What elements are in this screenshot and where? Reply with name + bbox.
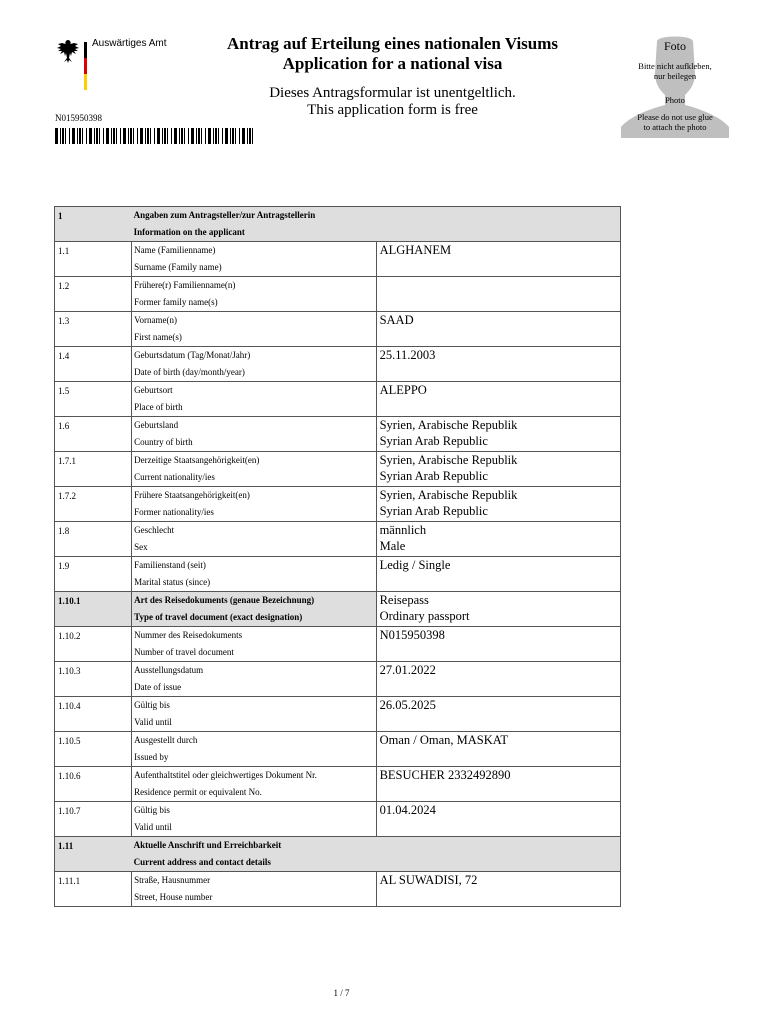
field-label-en: Issued by xyxy=(134,752,169,762)
field-number: 1.10.2 xyxy=(55,627,132,662)
field-value xyxy=(376,872,620,907)
form-row xyxy=(55,452,621,487)
barcode-bar xyxy=(111,128,112,144)
section-label-de: Angaben zum Antragsteller/zur Antragstellerin xyxy=(133,210,316,220)
barcode-bar xyxy=(72,128,75,144)
federal-eagle-icon xyxy=(56,38,80,64)
field-value-line-1: N015950398 xyxy=(379,628,445,642)
barcode-bar xyxy=(113,128,115,144)
form-row xyxy=(55,872,621,907)
field-label xyxy=(132,452,376,487)
barcode-bar xyxy=(55,128,58,144)
barcode-bar xyxy=(208,128,211,144)
barcode-bar xyxy=(191,128,194,144)
photo-instruction-de-2: nur beilegen xyxy=(653,71,697,81)
barcode-bar xyxy=(62,128,64,144)
form-row xyxy=(55,277,621,312)
barcode-bar xyxy=(89,128,92,144)
field-label xyxy=(132,802,376,837)
field-value xyxy=(376,557,620,592)
field-label-en: Date of birth (day/month/year) xyxy=(134,367,245,377)
field-number: 1.9 xyxy=(55,557,132,592)
field-label-en: Number of travel document xyxy=(134,647,234,657)
field-value xyxy=(376,802,620,837)
field-value xyxy=(376,277,620,312)
field-value-line-1: Syrien, Arabische Republik xyxy=(379,488,518,502)
photo-instruction-de-1: Bitte nicht aufkleben, xyxy=(638,61,712,71)
barcode-bar xyxy=(218,128,219,144)
field-label-en: Type of travel document (exact designation) xyxy=(134,612,303,622)
field-label-en: Former nationality/ies xyxy=(134,507,214,517)
field-label-de: Aufenthaltstitel oder gleichwertiges Dokument Nr. xyxy=(134,770,317,780)
field-value-line-2 xyxy=(377,713,620,714)
field-label xyxy=(132,382,376,417)
barcode xyxy=(55,128,256,144)
field-value-line-2 xyxy=(377,783,620,784)
barcode-bar xyxy=(128,128,129,144)
barcode-bar xyxy=(79,128,81,144)
field-label xyxy=(132,487,376,522)
field-number: 1.7.2 xyxy=(55,487,132,522)
barcode-bar xyxy=(235,128,236,144)
form-row xyxy=(55,662,621,697)
barcode-bar xyxy=(174,128,177,144)
field-label xyxy=(132,277,376,312)
field-label xyxy=(132,732,376,767)
barcode-bar xyxy=(249,128,251,144)
field-label-en: First name(s) xyxy=(134,332,182,342)
page-number: 1 / 7 xyxy=(333,988,350,998)
field-number: 1.8 xyxy=(55,522,132,557)
barcode-bar xyxy=(247,128,248,144)
barcode-bar xyxy=(116,128,117,144)
barcode-bar xyxy=(147,128,149,144)
field-label xyxy=(132,522,376,557)
barcode-bar xyxy=(150,128,151,144)
field-value xyxy=(376,522,620,557)
field-number: 1.11.1 xyxy=(55,872,132,907)
barcode-bar xyxy=(222,128,223,144)
field-value-line-1: 26.05.2025 xyxy=(379,698,436,712)
german-flag-stripe xyxy=(84,42,87,90)
field-value-line-2 xyxy=(377,278,620,279)
field-number: 1.4 xyxy=(55,347,132,382)
barcode-bar xyxy=(215,128,217,144)
photo-label-en: Photo xyxy=(665,95,685,105)
federal-foreign-office-logo xyxy=(56,38,176,92)
field-value xyxy=(376,732,620,767)
field-label-de: Familienstand (seit) xyxy=(134,560,206,570)
field-label-de: Geburtsdatum (Tag/Monat/Jahr) xyxy=(134,350,251,360)
section-label-de: Aktuelle Anschrift und Erreichbarkeit xyxy=(133,840,282,850)
field-value-line-2 xyxy=(377,573,620,574)
field-label-en: Place of birth xyxy=(134,402,183,412)
form-row xyxy=(55,312,621,347)
field-value-line-1: Oman / Oman, MASKAT xyxy=(379,733,509,747)
field-label-en: Residence permit or equivalent No. xyxy=(134,787,262,797)
form-row xyxy=(55,592,621,627)
barcode-bar xyxy=(181,128,183,144)
field-number: 1.6 xyxy=(55,417,132,452)
form-row xyxy=(55,417,621,452)
field-label-en: Sex xyxy=(134,542,148,552)
field-value-line-1: AL SUWADISI, 72 xyxy=(379,873,478,887)
field-value xyxy=(376,767,620,802)
barcode-bar xyxy=(252,128,253,144)
field-label-en: Surname (Family name) xyxy=(134,262,222,272)
field-number: 1.3 xyxy=(55,312,132,347)
photo-title: Foto xyxy=(663,39,686,53)
field-label xyxy=(132,627,376,662)
form-row xyxy=(55,382,621,417)
field-value-line-2 xyxy=(377,748,620,749)
field-value-line-1: ALGHANEM xyxy=(379,243,452,257)
field-number: 1.1 xyxy=(55,242,132,277)
barcode-bar xyxy=(94,128,95,144)
field-value-line-2 xyxy=(377,328,620,329)
form-row xyxy=(55,627,621,662)
field-label-en: Date of issue xyxy=(134,682,182,692)
field-value xyxy=(376,347,620,382)
barcode-bar xyxy=(60,128,61,144)
field-label-en: Country of birth xyxy=(134,437,193,447)
field-value xyxy=(376,452,620,487)
field-value xyxy=(376,697,620,732)
barcode-bar xyxy=(201,128,202,144)
field-value xyxy=(376,417,620,452)
field-value xyxy=(376,382,620,417)
section-label xyxy=(132,837,621,872)
form-row xyxy=(55,522,621,557)
field-value xyxy=(376,312,620,347)
barcode-bar xyxy=(179,128,180,144)
field-number: 1.2 xyxy=(55,277,132,312)
field-value-line-2 xyxy=(377,678,620,679)
barcode-bar xyxy=(69,128,70,144)
barcode-bar xyxy=(120,128,121,144)
barcode-bar xyxy=(133,128,134,144)
barcode-bar xyxy=(225,128,228,144)
field-value-line-2: Syrian Arab Republic xyxy=(379,504,488,518)
field-value xyxy=(376,662,620,697)
field-value-line-2: Syrian Arab Republic xyxy=(379,434,488,448)
field-label-de: Vorname(n) xyxy=(134,315,177,325)
form-row xyxy=(55,487,621,522)
field-value xyxy=(376,487,620,522)
field-value-line-2 xyxy=(377,643,620,644)
field-label-en: Marital status (since) xyxy=(134,577,211,587)
field-value-line-2: Male xyxy=(379,539,406,553)
form-row xyxy=(55,557,621,592)
field-value-line-2: Syrian Arab Republic xyxy=(379,469,488,483)
barcode-bar xyxy=(171,128,172,144)
form-subtitle xyxy=(190,85,595,119)
section-header xyxy=(55,207,621,242)
field-label-de: Geburtsort xyxy=(134,385,173,395)
org-name: Auswärtiges Amt xyxy=(92,38,167,49)
barcode-bar xyxy=(213,128,214,144)
barcode-bar xyxy=(65,128,66,144)
document-number: N015950398 xyxy=(55,113,102,123)
section-number: 1.11 xyxy=(55,837,132,872)
field-label-de: Gültig bis xyxy=(134,700,170,710)
field-label-de: Frühere(r) Familienname(n) xyxy=(134,280,236,290)
form-title-en: Application for a national visa xyxy=(282,54,503,73)
barcode-bar xyxy=(242,128,245,144)
field-label xyxy=(132,662,376,697)
field-value-line-1: Ledig / Single xyxy=(379,558,451,572)
field-value-line-2 xyxy=(377,363,620,364)
form-row xyxy=(55,767,621,802)
field-label-en: Street, House number xyxy=(134,892,213,902)
field-label xyxy=(132,767,376,802)
barcode-bar xyxy=(164,128,166,144)
field-value-line-2 xyxy=(377,888,620,889)
applicant-form-table xyxy=(54,206,621,907)
field-label xyxy=(132,242,376,277)
form-row xyxy=(55,347,621,382)
form-subtitle-de: Dieses Antragsformular ist unentgeltlich. xyxy=(269,85,516,101)
form-row xyxy=(55,242,621,277)
field-label-en: Former family name(s) xyxy=(134,297,218,307)
barcode-bar xyxy=(96,128,98,144)
barcode-bar xyxy=(162,128,163,144)
barcode-bar xyxy=(184,128,185,144)
field-label xyxy=(132,417,376,452)
field-label-de: Ausgestellt durch xyxy=(134,735,198,745)
field-value-line-1: Syrien, Arabische Republik xyxy=(379,418,518,432)
barcode-bar xyxy=(99,128,100,144)
field-number: 1.10.7 xyxy=(55,802,132,837)
field-label xyxy=(132,592,376,627)
field-number: 1.10.1 xyxy=(55,592,132,627)
field-value-line-1: männlich xyxy=(379,523,427,537)
field-number: 1.10.4 xyxy=(55,697,132,732)
barcode-bar xyxy=(232,128,234,144)
field-value xyxy=(376,627,620,662)
form-row xyxy=(55,697,621,732)
barcode-bar xyxy=(77,128,78,144)
section-label xyxy=(132,207,621,242)
field-label xyxy=(132,697,376,732)
field-label xyxy=(132,557,376,592)
section-label-en: Information on the applicant xyxy=(133,227,245,237)
photo-instruction-en-2: to attach the photo xyxy=(643,122,707,132)
barcode-bar xyxy=(230,128,231,144)
field-value-line-1: ALEPPO xyxy=(379,383,427,397)
field-value xyxy=(376,242,620,277)
barcode-bar xyxy=(154,128,155,144)
form-title xyxy=(190,34,595,74)
photo-instruction-de xyxy=(611,61,739,81)
barcode-bar xyxy=(82,128,83,144)
form-subtitle-en: This application form is free xyxy=(307,102,478,118)
field-label xyxy=(132,347,376,382)
field-value xyxy=(376,592,620,627)
field-value-line-2: Ordinary passport xyxy=(379,609,470,623)
form-row xyxy=(55,732,621,767)
photo-instruction-en xyxy=(611,112,739,132)
field-label-de: Derzeitige Staatsangehörigkeit(en) xyxy=(134,455,260,465)
photo-placeholder xyxy=(621,33,729,138)
barcode-bar xyxy=(205,128,206,144)
field-value-line-1: 25.11.2003 xyxy=(379,348,436,362)
field-number: 1.10.6 xyxy=(55,767,132,802)
barcode-bar xyxy=(198,128,200,144)
field-value-line-1: Reisepass xyxy=(379,593,429,607)
field-label xyxy=(132,872,376,907)
barcode-bar xyxy=(130,128,132,144)
field-value-line-2 xyxy=(377,258,620,259)
field-number: 1.5 xyxy=(55,382,132,417)
barcode-bar xyxy=(137,128,138,144)
field-number: 1.10.5 xyxy=(55,732,132,767)
barcode-bar xyxy=(106,128,109,144)
barcode-bar xyxy=(140,128,143,144)
field-number: 1.7.1 xyxy=(55,452,132,487)
section-number: 1 xyxy=(55,207,132,242)
field-label-de: Frühere Staatsangehörigkeit(en) xyxy=(134,490,250,500)
barcode-bar xyxy=(239,128,240,144)
field-label-de: Straße, Hausnummer xyxy=(134,875,211,885)
barcode-bar xyxy=(167,128,168,144)
barcode-bar xyxy=(103,128,104,144)
field-value-line-1: 27.01.2022 xyxy=(379,663,436,677)
field-value-line-1: SAAD xyxy=(379,313,414,327)
field-value-line-2 xyxy=(377,398,620,399)
field-label-de: Gültig bis xyxy=(134,805,170,815)
field-label xyxy=(132,312,376,347)
form-row xyxy=(55,802,621,837)
barcode-bar xyxy=(123,128,126,144)
field-value-line-1: 01.04.2024 xyxy=(379,803,436,817)
field-label-de: Geburtsland xyxy=(134,420,179,430)
barcode-bar xyxy=(188,128,189,144)
field-label-de: Name (Familienname) xyxy=(134,245,216,255)
field-label-en: Valid until xyxy=(134,717,172,727)
field-label-en: Valid until xyxy=(134,822,172,832)
field-label-de: Ausstellungsdatum xyxy=(134,665,204,675)
field-number: 1.10.3 xyxy=(55,662,132,697)
field-label-en: Current nationality/ies xyxy=(134,472,215,482)
form-title-de: Antrag auf Erteilung eines nationalen Visums xyxy=(226,34,559,53)
field-value-line-2 xyxy=(377,818,620,819)
photo-instruction-en-1: Please do not use glue xyxy=(637,112,713,122)
field-label-de: Art des Reisedokuments (genaue Bezeichnung) xyxy=(134,595,315,605)
section-label-en: Current address and contact details xyxy=(133,857,271,867)
barcode-bar xyxy=(157,128,160,144)
field-value-line-1: BESUCHER 2332492890 xyxy=(379,768,511,782)
barcode-bar xyxy=(196,128,197,144)
field-label-de: Geschlecht xyxy=(134,525,175,535)
section-header xyxy=(55,837,621,872)
field-label-de: Nummer des Reisedokuments xyxy=(134,630,243,640)
barcode-bar xyxy=(145,128,146,144)
field-value-line-1: Syrien, Arabische Republik xyxy=(379,453,518,467)
barcode-bar xyxy=(86,128,87,144)
